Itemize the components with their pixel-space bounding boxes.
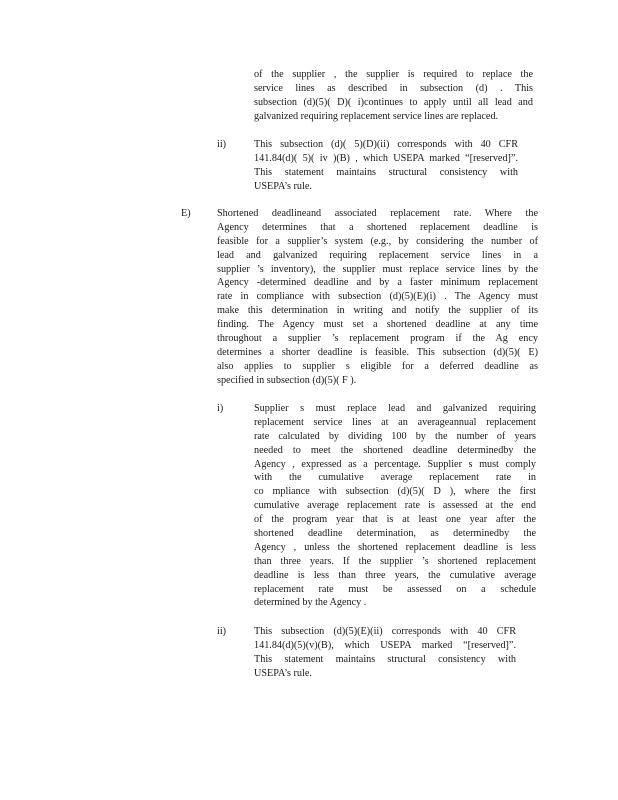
text-line: Agency determines that a shortened replacement deadline is [217, 221, 538, 233]
text-line: than three years. If the supplier ’s shortened replacement [254, 555, 536, 567]
text-line: feasible for a supplier’s system (e.g., by considering the number of [217, 235, 538, 247]
continuation-paragraph [254, 68, 533, 124]
text-line: This subsection (d)( 5)(D)(ii) corresponds with 40 CFR [254, 139, 518, 150]
item-label-d5E-i: i) [217, 403, 224, 414]
text-line: replacement rate must be assessed on a schedule [254, 583, 536, 595]
text-line: Agency , unless the shortened replacement deadline is less [254, 541, 536, 553]
text-line: 141.84(d)( 5)( iv )(B) , which USEPA marked “[reserved]”. [254, 152, 518, 164]
text-line: Agency -determined deadline and by a faster minimum replacement [217, 277, 538, 289]
paragraph-d5E-ii [254, 625, 516, 681]
item-label-d5E-ii: ii) [217, 626, 227, 637]
text-line: This statement maintains structural consistency with [254, 653, 516, 665]
text-line: 141.84(d)(5)(v)(B), which USEPA marked “[reserved]”. [254, 639, 516, 651]
text-line: determined by the Agency . [254, 597, 367, 609]
text-line: determines a shorter deadline is feasible. This subsection (d)(5)( E) [217, 346, 538, 358]
text-line: Agency , expressed as a percentage. Supplier s must comply [254, 458, 536, 470]
text-line: This statement maintains structural consistency with [254, 166, 518, 178]
item-label-d5D-ii: ii) [217, 139, 227, 150]
text-line: finding. The Agency must set a shortened deadline at any time [217, 319, 538, 331]
text-line: supplier ’s inventory), the supplier must replace service lines by the [217, 263, 538, 275]
text-line: also applies to supplier s eligible for a deferred deadline as [217, 360, 538, 372]
paragraph-d5D-ii [254, 138, 518, 194]
text-line: of the program year that is at least one year after the [254, 514, 536, 526]
text-line: USEPA’s rule. [254, 667, 312, 679]
text-line: lead and galvanized requiring replacement service lines in a [217, 249, 538, 261]
item-label-d5E: E) [181, 208, 191, 219]
text-line: This subsection (d)(5)(E)(ii) corresponds with 40 CFR [254, 626, 516, 637]
text-line: Shortened deadlineand associated replacement rate. Where the [217, 208, 538, 219]
text-line: co mpliance with subsection (d)(5)( D ), where the first [254, 486, 536, 498]
text-line: subsection (d)(5)( D)( i)continues to apply until all lead and [254, 96, 533, 108]
text-line: deadline is less than three years, the cumulative average [254, 569, 536, 581]
text-line: rate calculated by dividing 100 by the number of years [254, 430, 536, 442]
text-line: of the supplier , the supplier is required to replace the [254, 69, 533, 80]
text-line: galvanized requiring replacement service lines are replaced. [254, 110, 499, 122]
text-line: throughout a supplier ’s replacement program if the Ag ency [217, 333, 538, 345]
text-line: make this determination in writing and notify the supplier of its [217, 305, 538, 317]
text-line: cumulative average replacement rate is assessed at the end [254, 500, 536, 512]
text-line: with the cumulative average replacement rate in [254, 472, 536, 484]
text-line: USEPA’s rule. [254, 180, 312, 192]
text-line: Supplier s must replace lead and galvanized requiring [254, 403, 536, 414]
paragraph-d5E-i [254, 402, 536, 610]
text-line: replacement service lines at an averageannual replacement [254, 416, 536, 428]
text-line: service lines as described in subsection (d) . This [254, 82, 533, 94]
text-line: specified in subsection (d)(5)( F ). [217, 374, 357, 386]
text-line: rate in compliance with subsection (d)(5)(E)(i) . The Agency must [217, 291, 538, 303]
text-line: needed to meet the shortened deadline determinedby the [254, 444, 536, 456]
paragraph-d5E [217, 207, 538, 388]
text-line: shortened deadline determination, as determinedby the [254, 528, 536, 540]
